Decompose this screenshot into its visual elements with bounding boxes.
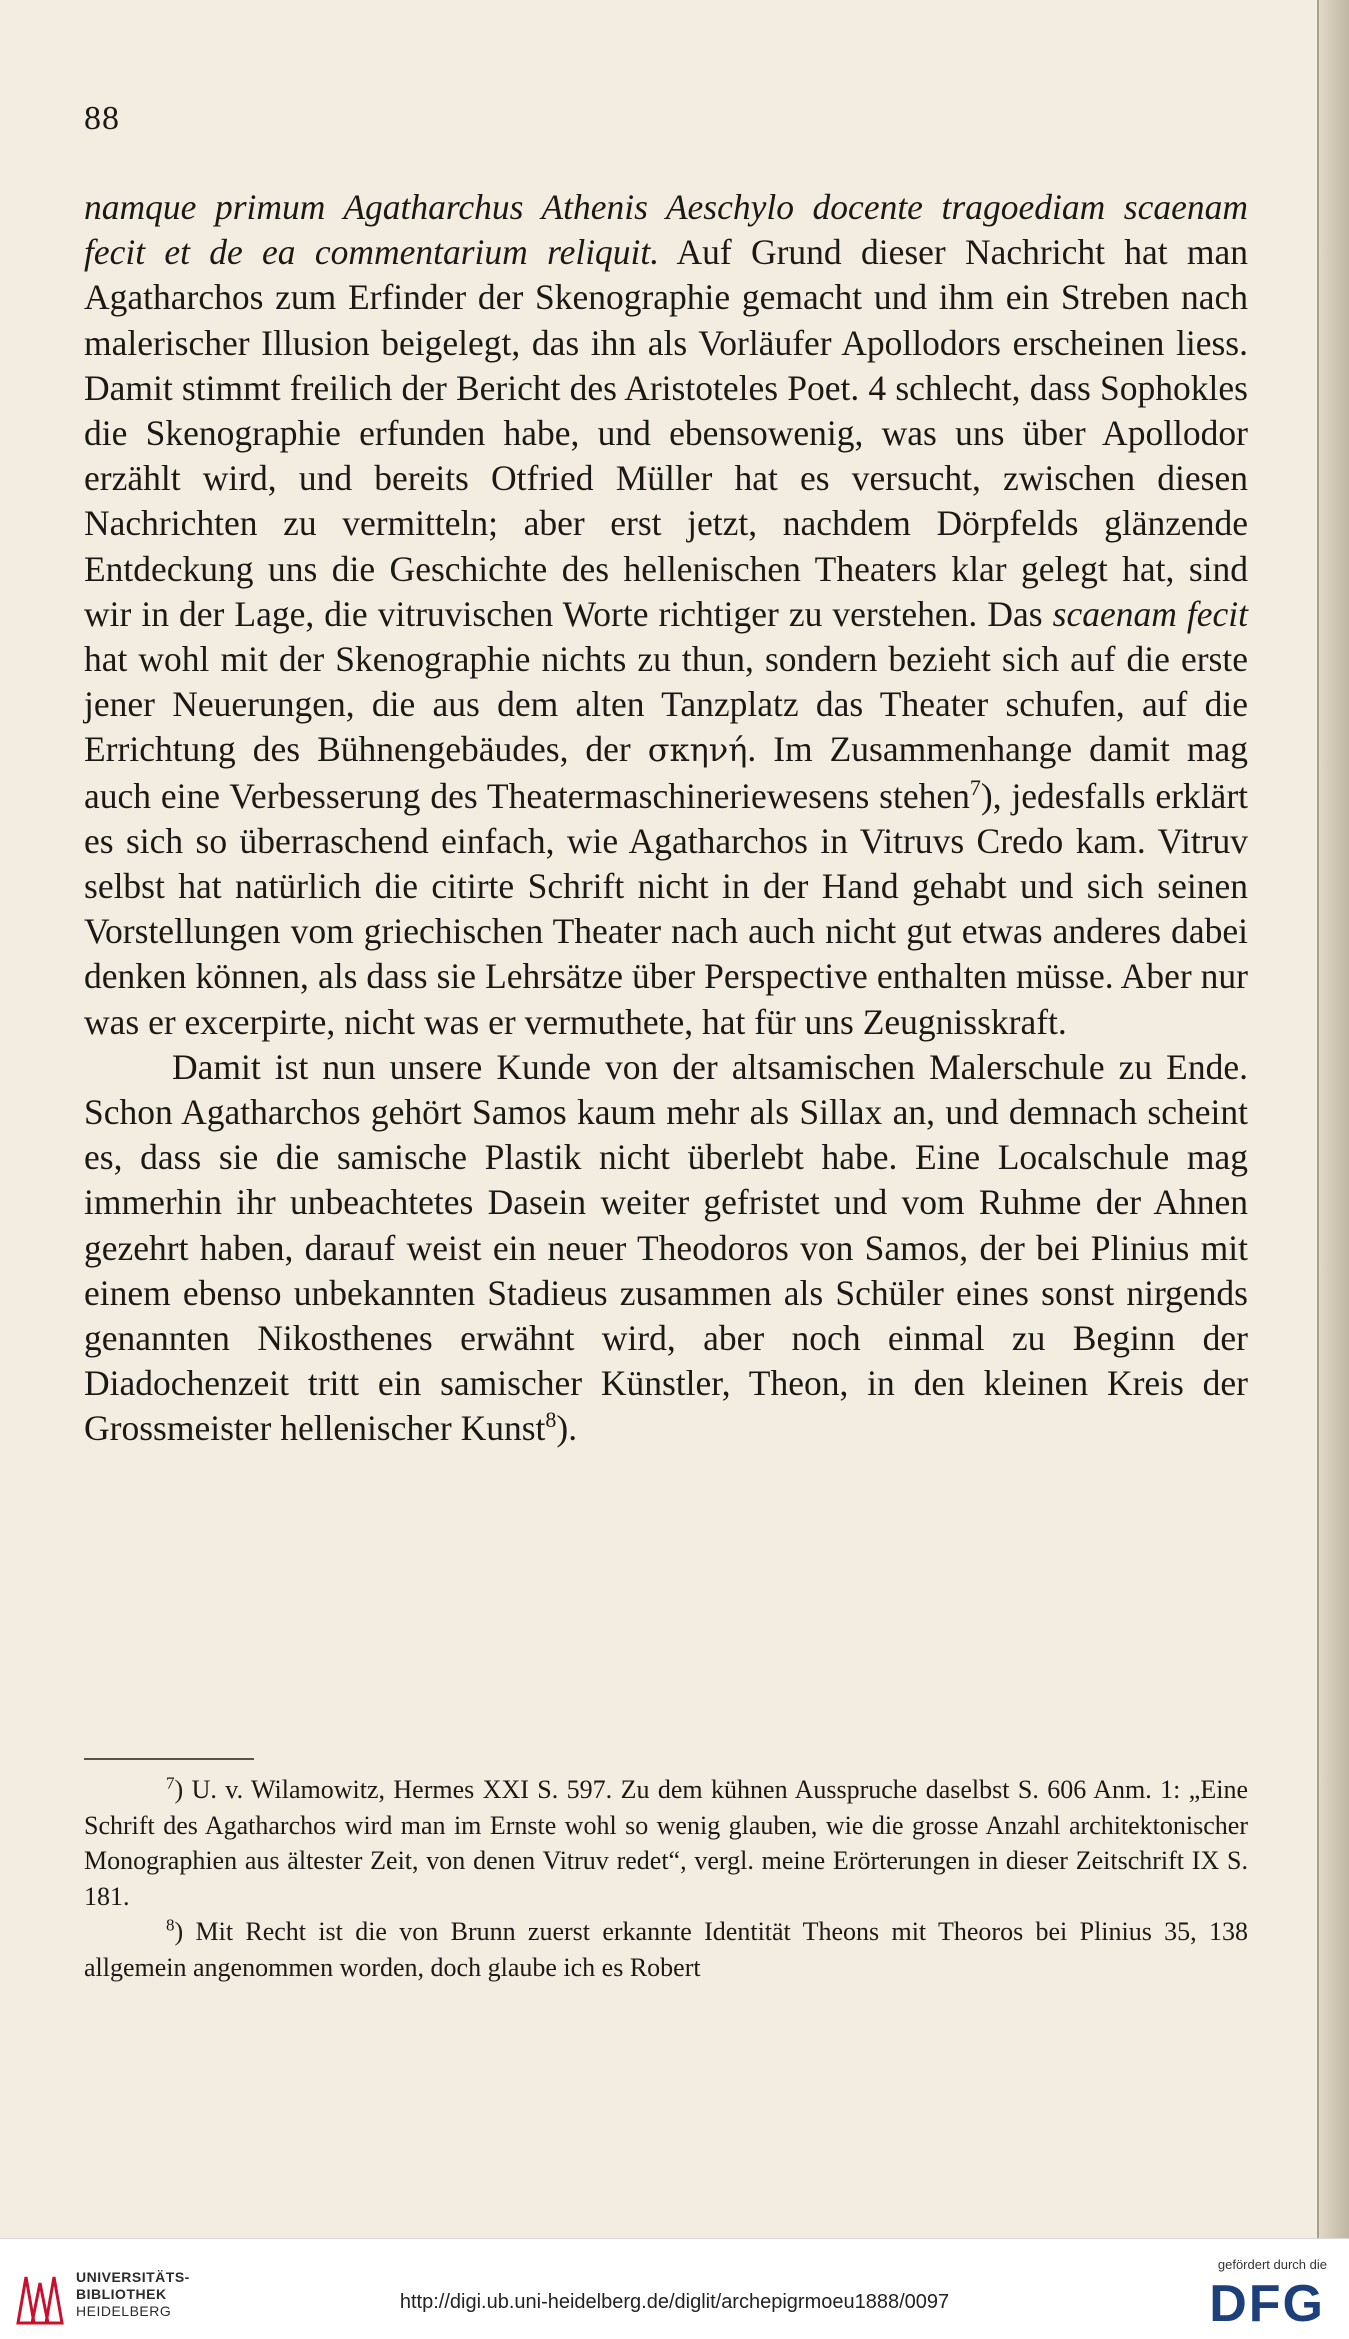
page-edge-line — [1317, 0, 1319, 2238]
text-run: hat wohl mit der Skenographie nichts zu thun, sondern bezieht sich auf die erste jener Neuerungen, die aus dem alten Tanzplatz das Theater schufen, auf die Errichtung des Bühnengebäudes, der — [84, 639, 1248, 770]
greek-word: σκηνή — [647, 731, 748, 770]
footnote-text: ) U. v. Wilamowitz, Hermes XXI S. 597. Zu dem kühnen Ausspruche daselbst S. 606 Anm. 1: „Eine Schrift des Agatharchos wird man im Ernste wohl so wenig glauben, wie die grosse Anzahl architektonischer Monographien aus ältester Zeit, von denen Vitruv redet“, vergl. meine Erörterungen in dieser Zeitschrift IX S. 181. — [84, 1775, 1248, 1911]
footer-bar — [0, 2238, 1349, 2339]
footnotes — [84, 1772, 1248, 1985]
page-number: 88 — [84, 100, 120, 137]
text-run: ), jedesfalls erklärt es sich so überraschend einfach, wie Agatharchos in Vitruvs Credo kam. Vitruv selbst hat natürlich die citirte Schrift nicht in der Hand gehabt und sich seinen Vorstellungen vom griechischen Theater nach auch nicht gut etwas anderes dabei denken können, als dass sie Lehrsätze über Perspective enthalten müsse. Aber nur was er excerpirte, nicht was er vermuthete, hat für uns Zeugnisskraft. — [84, 775, 1248, 1042]
library-name-line: HEIDELBERG — [76, 2303, 172, 2319]
footnote-divider — [84, 1758, 254, 1760]
text-run: Damit ist nun unsere Kunde von der altsamischen Malerschule zu Ende. Schon Agatharchos gehört Samos kaum mehr als Sillax an, und demnach scheint es, dass sie die samische Plastik nicht überlebt habe. Eine Localschule mag immerhin ihr unbeachtetes Dasein weiter gefristet und vom Ruhme der Ahnen gezehrt haben, darauf weist ein neuer Theodoros von Samos, der bei Plinius mit einem ebenso unbekannten Stadieus zusammen als Schüler eines sonst nirgends genannten Nikosthenes erwähnt wird, aber noch einmal zu Beginn der Diadochenzeit tritt ein samischer Künstler, Theon, in den kleinen Kreis der Grossmeister hellenischer Kunst — [84, 1046, 1248, 1449]
library-name-line: BIBLIOTHEK — [76, 2286, 167, 2302]
footnote-marker: 8 — [166, 1915, 175, 1935]
footnote-marker: 7 — [166, 1773, 175, 1793]
text-run: Auf Grund dieser Nachricht hat man Agatharchos zum Erfinder der Skenographie gemacht und ihm ein Streben nach malerischer Illusion beigelegt, das ihn als Vorläufer Apollodors erscheinen liess. Damit stimmt freilich der Bericht des Aristoteles Poet. 4 schlecht, dass Sophokles die Skenographie erfunden habe, und ebensowenig, was uns über Apollodor erzählt wird, und bereits Otfried Müller hat es versucht, zwischen diesen Nachrichten zu vermitteln; aber erst jetzt, nachdem Dörpfelds glänzende Entdeckung uns die Geschichte des hellenischen Theaters klar gelegt hat, sind wir in der Lage, die vitruvischen Worte richtiger zu verstehen. Das — [84, 232, 1248, 634]
dfg-logo-icon[interactable] — [1187, 2275, 1327, 2327]
main-text — [84, 185, 1248, 1452]
footnote-ref-7[interactable]: 7 — [969, 774, 981, 800]
latin-phrase: scaenam fecit — [1052, 593, 1248, 634]
permalink-url[interactable]: http://digi.ub.uni-heidelberg.de/diglit/archepigrmoeu1888/0097 — [399, 2291, 950, 2313]
dfg-logo-text: DFG — [1209, 2275, 1325, 2327]
footnote-ref-8[interactable]: 8 — [545, 1407, 557, 1433]
text-run: . Im Zusammenhange damit mag auch eine Verbesserung des Theatermaschineriewesens stehen — [84, 729, 1248, 816]
sponsor-label: gefördert durch die — [1217, 2257, 1327, 2272]
latin-quote: namque primum Agatharchus Athenis Aeschylo docente tragoediam scaenam fecit et de ea commentarium reliquit. — [84, 187, 1248, 273]
footnote-7 — [84, 1772, 1248, 1914]
footnote-text: ) Mit Recht ist die von Brunn zuerst erkannte Identität Theons mit Theoros bei Plinius 35, 138 allgemein angenommen worden, doch glaube ich es Robert — [84, 1917, 1248, 1982]
page-edge — [1317, 0, 1349, 2238]
footnote-8 — [84, 1914, 1248, 1985]
paragraph-1 — [84, 185, 1248, 1045]
paragraph-2 — [84, 1045, 1248, 1452]
library-name-line: UNIVERSITÄTS- — [76, 2269, 190, 2285]
text-run: ). — [556, 1408, 578, 1449]
